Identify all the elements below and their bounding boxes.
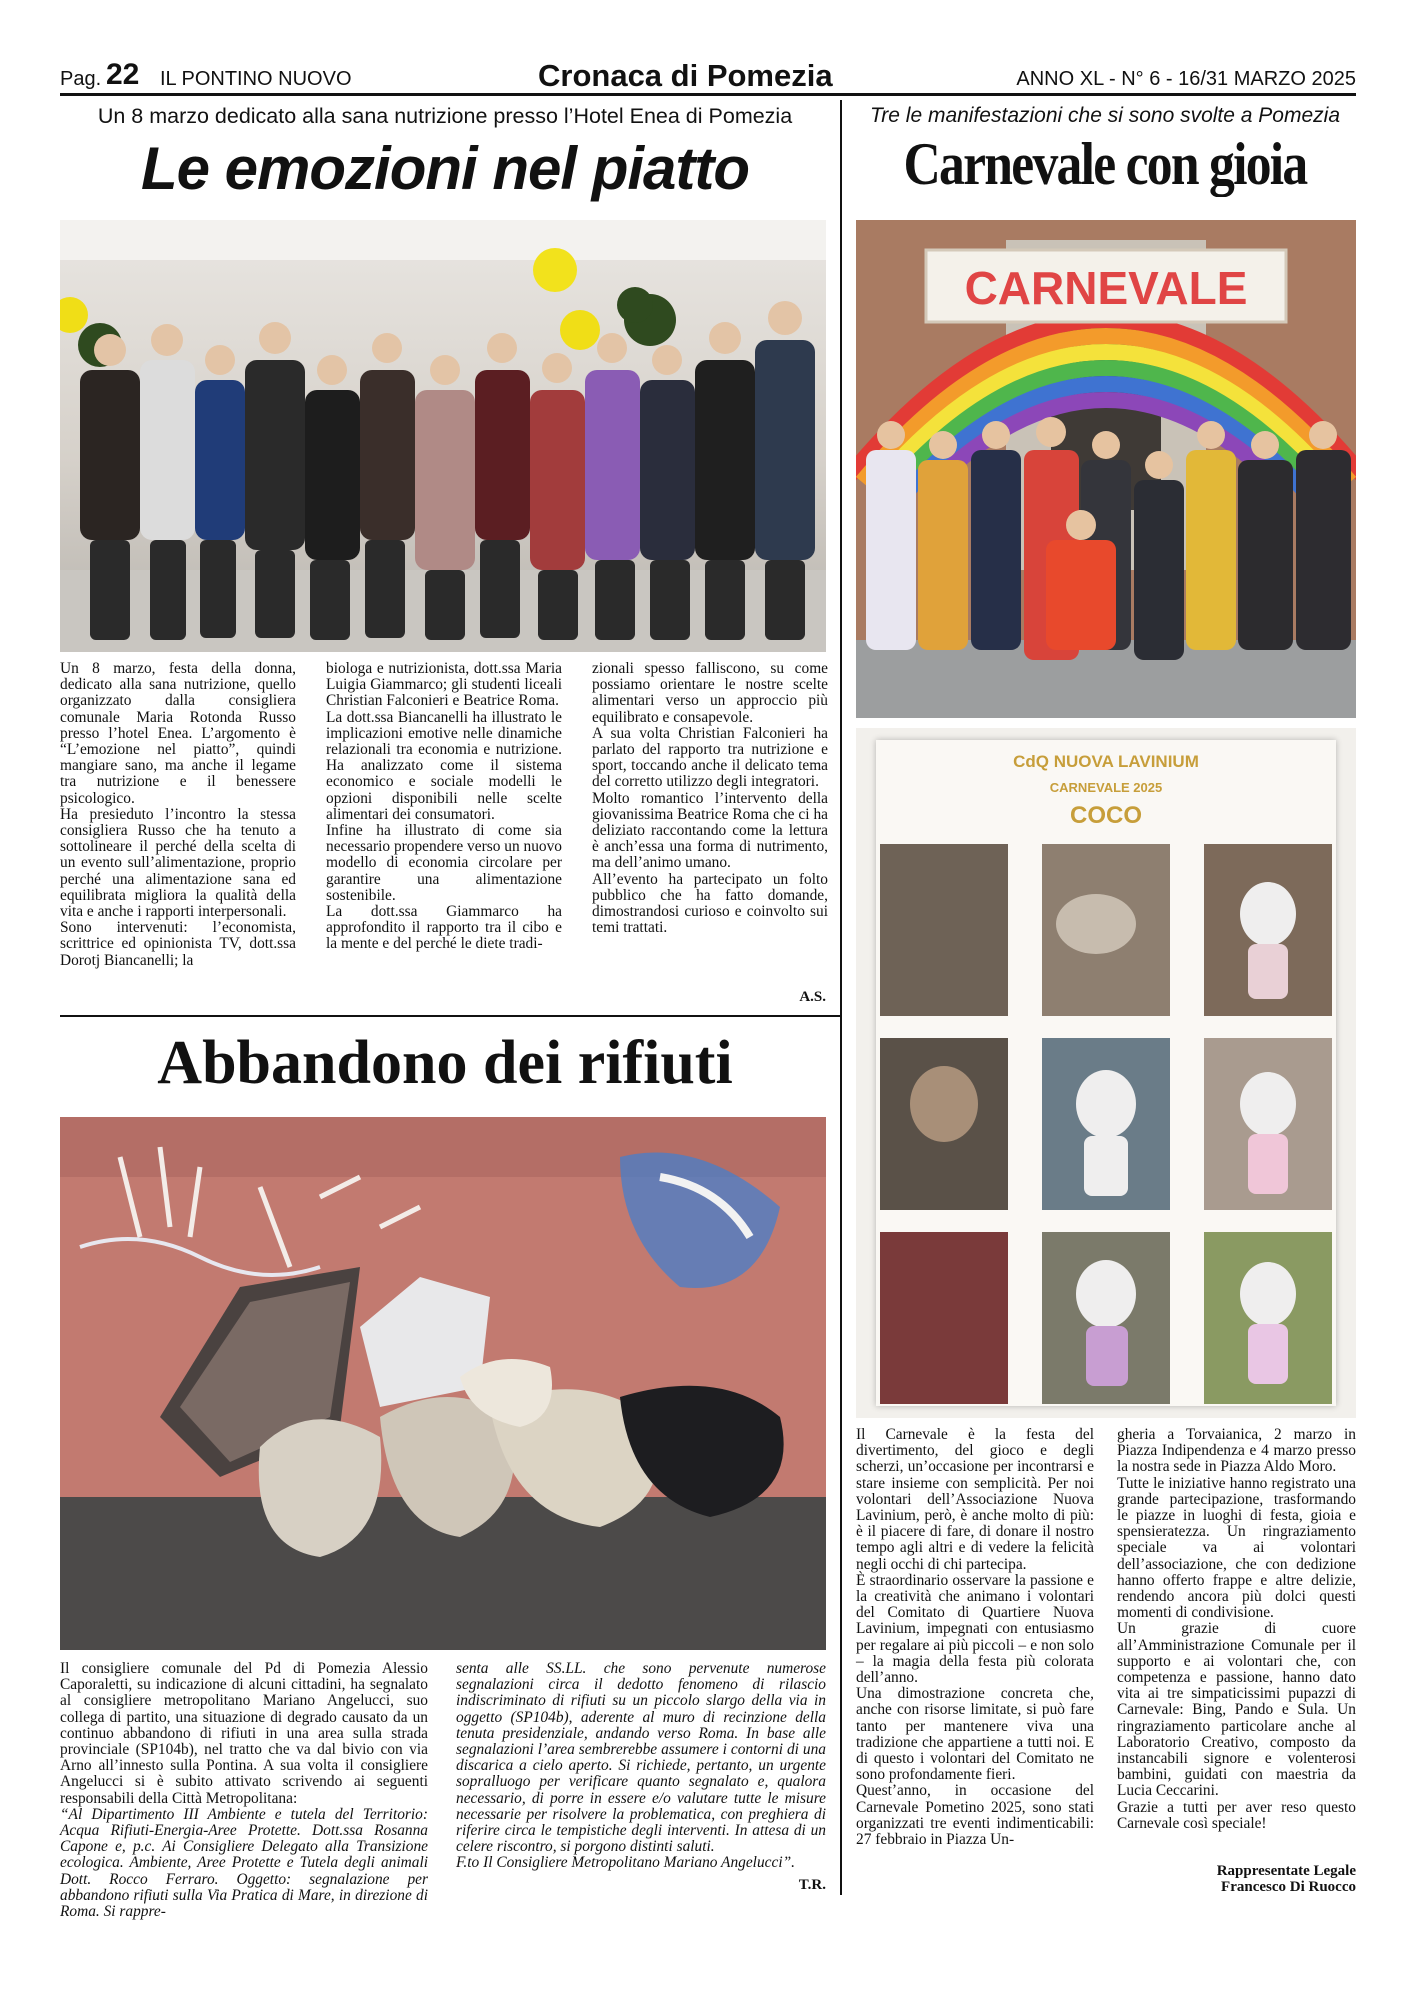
paragraph: Molto romantico l’intervento della giovanissima Beatrice Roma che ci ha deliziato raccontando come la lettura è anch’essa una forma di nutrimento, ma dell’animo umano.	[592, 789, 828, 872]
poster-line-3: COCO	[1070, 802, 1142, 829]
article2-photo	[60, 1117, 826, 1650]
paragraph: biologa e nutrizionista, dott.ssa Maria Luigia Giammarco; gli studenti liceali Christian Falconieri e Beatrice Roma.	[326, 660, 562, 710]
waste-photo-illustration	[60, 1117, 826, 1650]
article3-column-2	[1117, 1427, 1356, 1832]
poster-line-2: CARNEVALE 2025	[1049, 780, 1163, 795]
article3-column-1	[856, 1427, 1094, 1848]
article3-kicker: Tre le manifestazioni che si sono svolte a Pomezia	[870, 104, 1340, 127]
paragraph: zionali spesso falliscono, su come possiamo orientare le nostre scelte alimentari verso un approccio più equilibrato e consapevole.	[592, 660, 828, 726]
article3-signature-role: Rappresentate Legale	[1216, 1863, 1356, 1879]
paragraph: La dott.ssa Biancanelli ha illustrato le implicazioni emotive nelle dinamiche relazionali tra economia e nutrizione. Ha analizzato come il sistema economico e sociale modelli le opzioni disponibili nelle scelte alimentari dei consumatori.	[326, 708, 562, 823]
paragraph-italic: “Al Dipartimento III Ambiente e tutela del Territorio: Acqua Rifiuti-Energia-Aree Protette. Dott.ssa Rosanna Capone e, p.c. Ai Consigliere Delegato alla Transizione ecologica. Ambiente, Aree Protette e Tutela degli animali Dott. Rocco Ferraro. Oggetto: segnalazione per abbandono rifiuti sulla Via Pratica di Mare, in direzione di Roma. Si rappre-	[60, 1805, 428, 1921]
article-separator	[60, 1015, 840, 1017]
article2-column-2	[456, 1661, 826, 1872]
banner-text: CARNEVALE	[964, 262, 1248, 314]
paragraph: Sono intervenuti: l’economista, scrittrice ed opinionista TV, dott.ssa Dorotj Biancanelli; la	[60, 919, 296, 969]
paragraph: Un 8 marzo, festa della donna, dedicato alla sana nutrizione, quello organizzato dalla consigliera comunale Maria Rotonda Russo presso l’hotel Enea. L’argomento è “L’emozione nel piatto”, quindi mangiare sano, ma anche il legame tra nutrizione e il benessere psicologico.	[60, 660, 296, 807]
article2-title: Abbandono dei rifiuti	[157, 1029, 733, 1097]
header-rule	[60, 93, 1356, 96]
paragraph: Tutte le iniziative hanno registrato una grande partecipazione, trasformando le piazze in luoghi di festa, gioia e spensieratezza. Un ringraziamento speciale va ai volontari dell’associazione, che con dedizione hanno offerto frappe e altre delizie, rendendo ancora più dolci questi momenti di condivisione.	[1117, 1474, 1356, 1622]
paragraph: Il consigliere comunale del Pd di Pomezia Alessio Caporaletti, su indicazione di alcuni cittadini, ha segnalato al consigliere metropolitano Mariano Angelucci, suo collega di partito, una situazione di degrado causato da un continuo abbandono di rifiuti in una area sulla strada provinciale (SP104b), nel tratto che va dal bivio con via Arno all’innesto sulla Pontina. A sua volta il consigliere Angelucci si è subito attivato scrivendo ai seguenti responsabili della Città Metropolitana:	[60, 1660, 428, 1807]
article3-photo-carnival	[856, 220, 1356, 718]
paragraph: La dott.ssa Giammarco ha approfondito il rapporto tra il cibo e la mente e del perché le diete tradi-	[326, 903, 562, 953]
newspaper-name: IL PONTINO NUOVO	[160, 68, 352, 90]
poster-board	[876, 740, 1336, 1406]
article3-photo-poster	[856, 728, 1356, 1418]
paragraph: Ha presieduto l’incontro la stessa consigliera Russo che ha tenuto a sottolineare il perché della scelta di un evento sull’alimentazione, proprio perché una alimentazione sana ed equilibrata migliora la qualità della vita e anche i rapporti interpersonali.	[60, 805, 296, 921]
carnival-photo-illustration	[856, 220, 1356, 718]
paragraph: Grazie a tutti per aver reso questo Carnevale così speciale!	[1117, 1798, 1356, 1832]
article2-signature: T.R.	[798, 1877, 826, 1893]
paragraph-italic: senta alle SS.LL. che sono pervenute numerose segnalazioni circa il dedotto fenomeno di rilascio indiscriminato di rifiuti su un piccolo slargo della via in oggetto (SP104b), aderente al muro di recinzione della tenuta presidenziale, andando verso Roma. In base alle segnalazioni l’area sembrerebbe assumere i contorni di una discarica a cielo aperto. Si richiede, pertanto, un urgente sopralluogo per verificare quanto segnalato e, qualora necessario, di porre in essere e/o valutare tutte le misure necessarie per risolvere la problematica, con preghiera di riferire circa le tempistiche degli interventi. In attesa di un celere riscontro, si porgono distinti saluti.	[456, 1660, 826, 1856]
page-number: 22	[106, 58, 140, 91]
poster-photo-grid	[876, 844, 1336, 1404]
paragraph-italic: F.to Il Consigliere Metropolitano Mariano Angelucci”.	[456, 1854, 795, 1872]
paragraph: È straordinario osservare la passione e la creatività che animano i volontari del Comitato di Quartiere Nuova Lavinium, impegnati con entusiasmo per regalare ai più piccoli – e non solo – la magia della festa più colorata dell’anno.	[856, 1571, 1094, 1687]
issue-info: ANNO XL - N° 6 - 16/31 MARZO 2025	[1016, 68, 1356, 90]
poster-line-1: CdQ NUOVA LAVINIUM	[1013, 752, 1199, 771]
paragraph: Il Carnevale è la festa del divertimento, del gioco e degli scherzi, un’occasione per incontrarsi e stare insieme con semplicità. Per noi volontari dell’Associazione Nuova Lavinium, però, è anche molto di più: è il piacere di fare, di donare il nostro tempo agli altri e di vedere la felicità negli occhi di chi partecipa.	[856, 1426, 1094, 1573]
article1-title: Le emozioni nel piatto	[140, 135, 750, 202]
paragraph: Un grazie di cuore all’Amministrazione Comunale per il supporto e ai volontari che, con competenza e passione, hanno dato vita ai tre simpaticissimi pupazzi di Carnevale: Bing, Pando e Sula. Un ringraziamento particolare anche al Laboratorio Creativo, composto da instancabili signore e volenterosi bambini, guidati con maestria da Lucia Ceccarini.	[1117, 1620, 1356, 1800]
group-photo-illustration	[60, 220, 826, 652]
section-title: Cronaca di Pomezia	[538, 58, 833, 93]
paragraph: Quest’anno, in occasione del Carnevale Pometino 2025, sono stati organizzati tre eventi indimenticabili: 27 febbraio in Piazza Un-	[856, 1782, 1094, 1849]
paragraph: Una dimostrazione concreta che, anche con risorse limitate, si può fare tanto per mantenere viva una tradizione che appartiene a tutti noi. E di questo i volontari del Comitato ne sono profondamente fieri.	[856, 1685, 1094, 1784]
column-divider	[840, 100, 842, 1895]
article3-title: Carnevale con gioia	[903, 131, 1307, 197]
paragraph: Infine ha illustrato di come sia necessario propendere verso un nuovo modello di economia circolare per garantire una alimentazione sostenibile.	[326, 822, 562, 904]
article1-column-3	[592, 661, 828, 936]
page-header	[60, 58, 1356, 92]
article1-photo	[60, 220, 826, 652]
article3-signature-name: Francesco Di Ruocco	[1221, 1879, 1356, 1895]
paragraph: gheria a Torvaianica, 2 marzo in Piazza Indipendenza e 4 marzo presso la nostra sede in Piazza Aldo Moro.	[1117, 1426, 1356, 1476]
article1-kicker: Un 8 marzo dedicato alla sana nutrizione presso l’Hotel Enea di Pomezia	[97, 104, 793, 128]
article1-signature: A.S.	[799, 989, 826, 1005]
paragraph: A sua volta Christian Falconieri ha parlato del rapporto tra nutrizione e sport, toccando anche il delicato tema del corretto utilizzo degli integratori.	[592, 724, 828, 791]
page-label: Pag.	[60, 68, 102, 90]
article1-column-1	[60, 661, 296, 969]
paragraph: All’evento ha partecipato un folto pubblico che ha fatto domande, dimostrandosi curioso e coinvolto sui temi trattati.	[592, 870, 828, 937]
article1-column-2	[326, 661, 562, 953]
article2-column-1	[60, 1661, 428, 1920]
